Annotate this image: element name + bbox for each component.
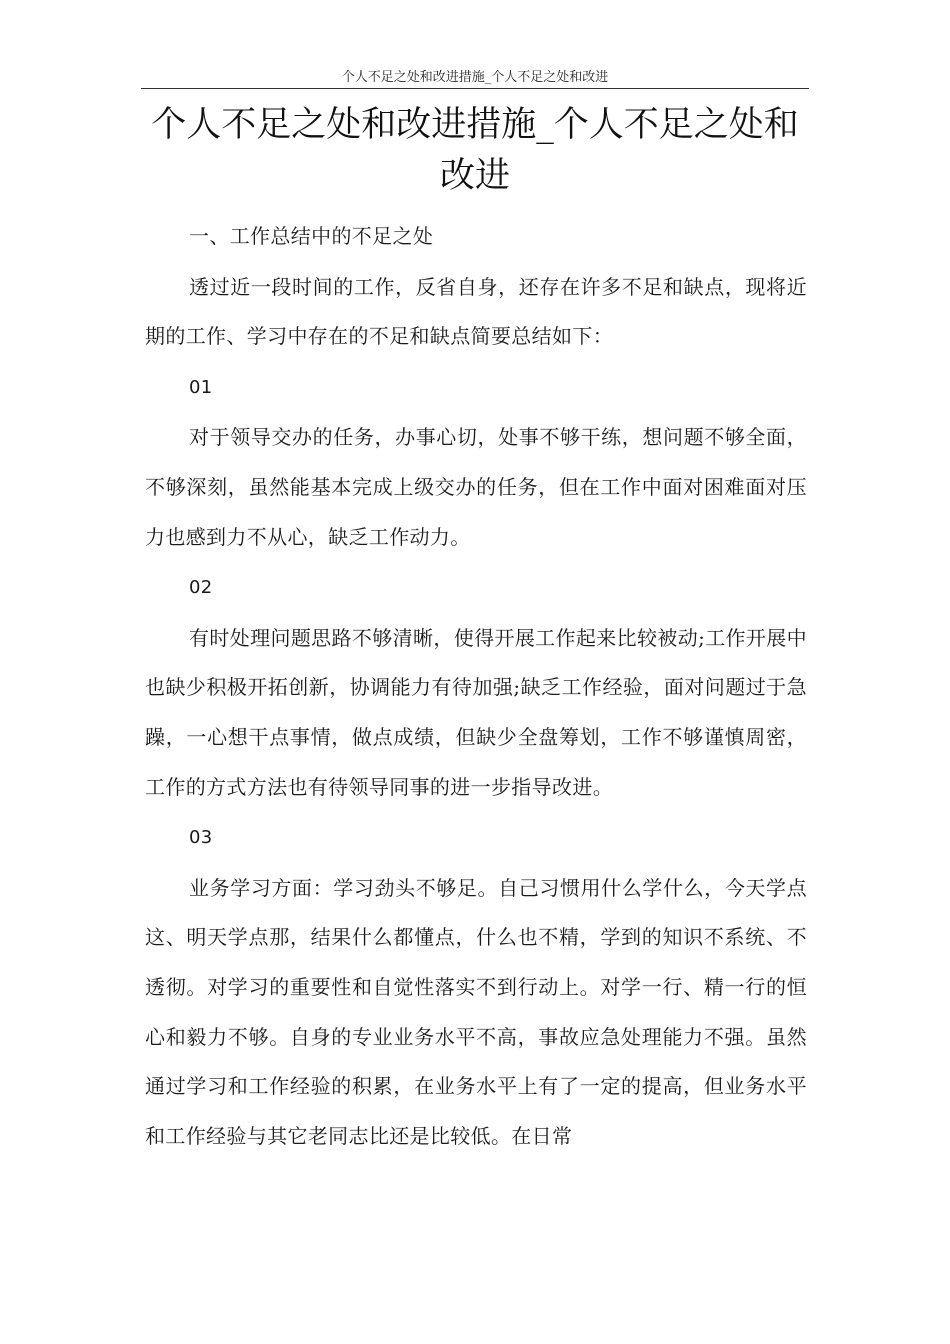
- document-body: [145, 212, 807, 1162]
- section-heading: 一、工作总结中的不足之处: [189, 224, 434, 248]
- document-title: 个人不足之处和改进措施_个人不足之处和改进: [151, 105, 799, 196]
- running-header: 个人不足之处和改进措施_个人不足之处和改进: [341, 70, 609, 85]
- item-paragraph-03: 业务学习方面：学习劲头不够足。自己习惯用什么学什么，今天学点这、明天学点那，结果什么都懂点，什么也不精，学到的知识不系统、不透彻。对学习的重要性和自觉性落实不到行动上。对学一行、精一行的恒心和毅力不够。自身的专业业务水平不高，事故应急处理能力不强。虽然通过学习和工作经验的积累，在业务水平上有了一定的提高，但业务水平和工作经验与其它老同志比还是比较低。在日常: [145, 875, 807, 1148]
- header-rule: [141, 88, 809, 89]
- item-number-01: 01: [189, 376, 213, 398]
- item-paragraph-02: 有时处理问题思路不够清晰，使得开展工作起来比较被动;工作开展中也缺少积极开拓创新，协调能力有待加强;缺乏工作经验，面对问题过于急躁，一心想干点事情，做点成绩，但缺少全盘筹划，工作不够谨慎周密，工作的方式方法也有待领导同事的进一步指导改进。: [145, 625, 807, 799]
- item-paragraph-01: 对于领导交办的任务，办事心切，处事不够干练，想问题不够全面，不够深刻，虽然能基本完成上级交办的任务，但在工作中面对困难面对压力也感到力不从心，缺乏工作动力。: [145, 425, 807, 549]
- item-number-02: 02: [189, 577, 213, 599]
- item-number-03: 03: [189, 827, 213, 849]
- intro-paragraph: 透过近一段时间的工作，反省自身，还存在许多不足和缺点，现将近期的工作、学习中存在的不足和缺点简要总结如下：: [145, 274, 807, 349]
